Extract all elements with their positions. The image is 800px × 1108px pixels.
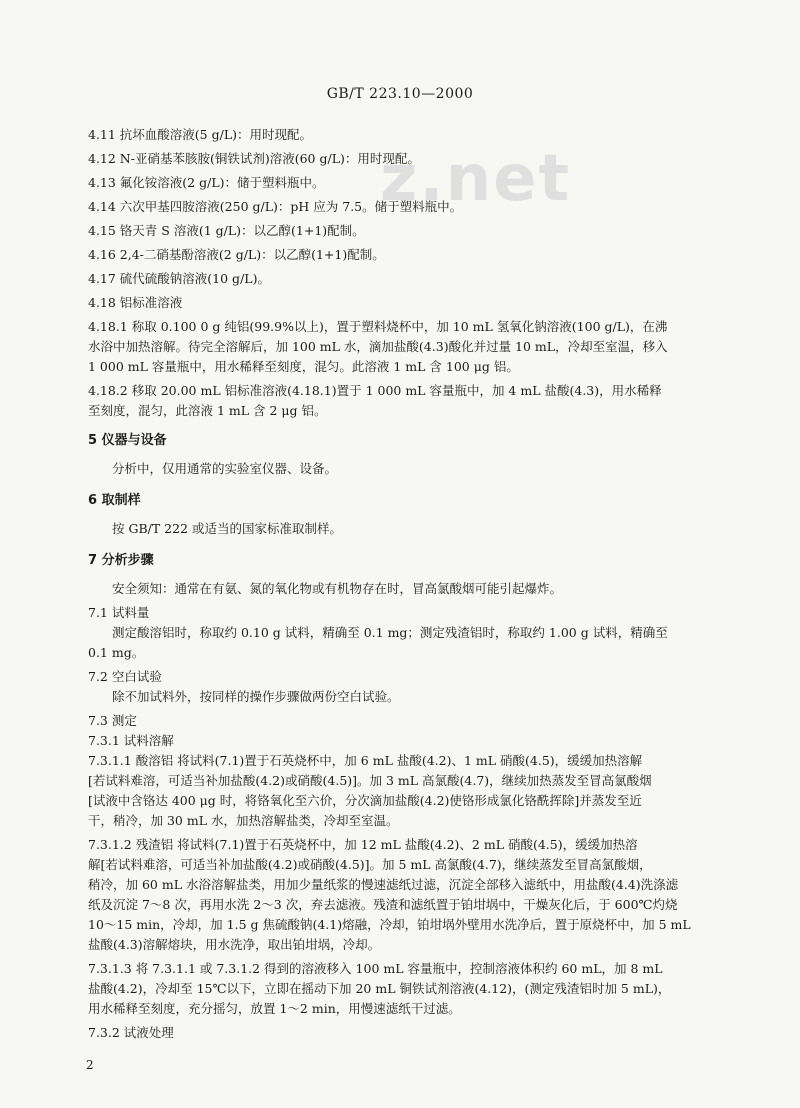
clause-7-1-line2: 0.1 mg。 <box>88 645 145 660</box>
clause-7-3-1-1-line2: [若试料难溶，可适当补加盐酸(4.2)或硝酸(4.5)]。加 3 mL 高氯酸(4.7)，继续加热蒸发至冒高氯酸烟 <box>88 773 652 788</box>
clause-7-3-2-heading: 7.3.2 试液处理 <box>88 1025 174 1040</box>
clause-7-3-heading: 7.3 测定 <box>88 713 137 728</box>
clause-4-13: 4.13 氟化铵溶液(2 g/L)：储于塑料瓶中。 <box>88 175 325 190</box>
page-number: 2 <box>86 1058 94 1072</box>
watermark-text: z.net <box>380 142 572 216</box>
clause-4-11: 4.11 抗坏血酸溶液(5 g/L)：用时现配。 <box>88 127 312 142</box>
clause-7-2-heading: 7.2 空白试验 <box>88 669 162 684</box>
clause-7-3-1-2-line1: 7.3.1.2 残渣铝 将试料(7.1)置于石英烧杯中，加 12 mL 盐酸(4.2)、2 mL 硝酸(4.5)，缓缓加热溶 <box>88 837 638 852</box>
clause-4-16: 4.16 2,4-二硝基酚溶液(2 g/L)：以乙醇(1+1)配制。 <box>88 247 385 262</box>
clause-7-2-body: 除不加试料外，按同样的操作步骤做两份空白试验。 <box>112 689 400 704</box>
clause-7-3-1-3-line2: 盐酸(4.2)，冷却至 15℃以下，立即在摇动下加 20 mL 铜铁试剂溶液(4.12)，(测定残渣铝时加 5 mL)， <box>88 981 671 996</box>
clause-7-3-1-1-line1: 7.3.1.1 酸溶铝 将试料(7.1)置于石英烧杯中，加 6 mL 盐酸(4.2)、1 mL 硝酸(4.5)，缓缓加热溶解 <box>88 753 643 768</box>
clause-7-1-line1: 测定酸溶铝时，称取约 0.10 g 试料，精确至 0.1 mg；测定残渣铝时，称取约 1.00 g 试料，精确至 <box>112 625 668 640</box>
clause-7-3-1-2-line3: 稍冷，加 60 mL 水浴溶解盐类，用加少量纸浆的慢速滤纸过滤，沉淀全部移入滤纸中，用盐酸(4.4)洗涤滤 <box>88 877 679 892</box>
clause-7-3-1-2-line5: 10～15 min，冷却，加 1.5 g 焦硫酸钠(4.1)熔融，冷却，铂坩埚外壁用水洗净后，置于原烧杯中，加 5 mL <box>88 917 691 932</box>
section-7-heading: 7 分析步骤 <box>88 553 154 568</box>
clause-7-3-1-1-line3: [试液中含铬达 400 μg 时，将铬氧化至六价，分次滴加盐酸(4.2)使铬形成氯化铬酰挥除]并蒸发至近 <box>88 793 642 808</box>
clause-4-18-2-line2: 至刻度，混匀，此溶液 1 mL 含 2 μg 铝。 <box>88 403 327 418</box>
section-6-heading: 6 取制样 <box>88 493 141 508</box>
clause-7-1-heading: 7.1 试料量 <box>88 605 150 620</box>
section-5-heading: 5 仪器与设备 <box>88 433 167 448</box>
clause-4-18-1-line2: 水浴中加热溶解。待完全溶解后，加 100 mL 水，滴加盐酸(4.3)酸化并过量 10 mL，冷却至室温，移入 <box>88 339 668 354</box>
clause-4-18: 4.18 铝标准溶液 <box>88 295 183 310</box>
clause-4-18-1-line3: 1 000 mL 容量瓶中，用水稀释至刻度，混匀。此溶液 1 mL 含 100 μg 铝。 <box>88 359 519 374</box>
clause-4-17: 4.17 硫代硫酸钠溶液(10 g/L)。 <box>88 271 270 286</box>
page-header-standard-number: GB/T 223.10—2000 <box>326 86 474 102</box>
clause-4-18-1-line1: 4.18.1 称取 0.100 0 g 纯铝(99.9%以上)，置于塑料烧杯中，加 10 mL 氢氧化钠溶液(100 g/L)，在沸 <box>88 319 668 334</box>
clause-4-15: 4.15 铬天青 S 溶液(1 g/L)：以乙醇(1+1)配制。 <box>88 223 365 238</box>
clause-7-3-1-2-line4: 纸及沉淀 7～8 次，再用水洗 2～3 次，弃去滤液。残渣和滤纸置于铂坩埚中，干燥灰化后，于 600℃灼烧 <box>88 897 678 912</box>
section-5-body: 分析中，仅用通常的实验室仪器、设备。 <box>112 461 338 476</box>
clause-7-3-1-2-line2: 解[若试料难溶，可适当补加盐酸(4.2)或硝酸(4.5)]。加 5 mL 高氯酸(4.7)，继续蒸发至冒高氯酸烟， <box>88 857 652 872</box>
clause-7-3-1-heading: 7.3.1 试料溶解 <box>88 733 174 748</box>
clause-7-3-1-3-line1: 7.3.1.3 将 7.3.1.1 或 7.3.1.2 得到的溶液移入 100 mL 容量瓶中，控制溶液体积约 60 mL，加 8 mL <box>88 961 663 976</box>
clause-7-3-1-3-line3: 用水稀释至刻度，充分摇匀，放置 1～2 min，用慢速滤纸干过滤。 <box>88 1001 461 1016</box>
section-6-body: 按 GB/T 222 或适当的国家标准取制样。 <box>112 521 342 536</box>
safety-notice: 安全须知：通常在有氨、氮的氧化物或有机物存在时，冒高氯酸烟可能引起爆炸。 <box>112 581 563 596</box>
clause-4-12: 4.12 N-亚硝基苯胲胺(铜铁试剂)溶液(60 g/L)：用时现配。 <box>88 151 420 166</box>
clause-4-14: 4.14 六次甲基四胺溶液(250 g/L)：pH 应为 7.5。储于塑料瓶中。 <box>88 199 463 214</box>
clause-7-3-1-1-line4: 干，稍冷，加 30 mL 水，加热溶解盐类，冷却至室温。 <box>88 813 399 828</box>
clause-4-18-2-line1: 4.18.2 移取 20.00 mL 铝标准溶液(4.18.1)置于 1 000 mL 容量瓶中，加 4 mL 盐酸(4.3)，用水稀释 <box>88 383 662 398</box>
clause-7-3-1-2-line6: 盐酸(4.3)溶解熔块，用水洗净，取出铂坩埚，冷却。 <box>88 937 381 952</box>
